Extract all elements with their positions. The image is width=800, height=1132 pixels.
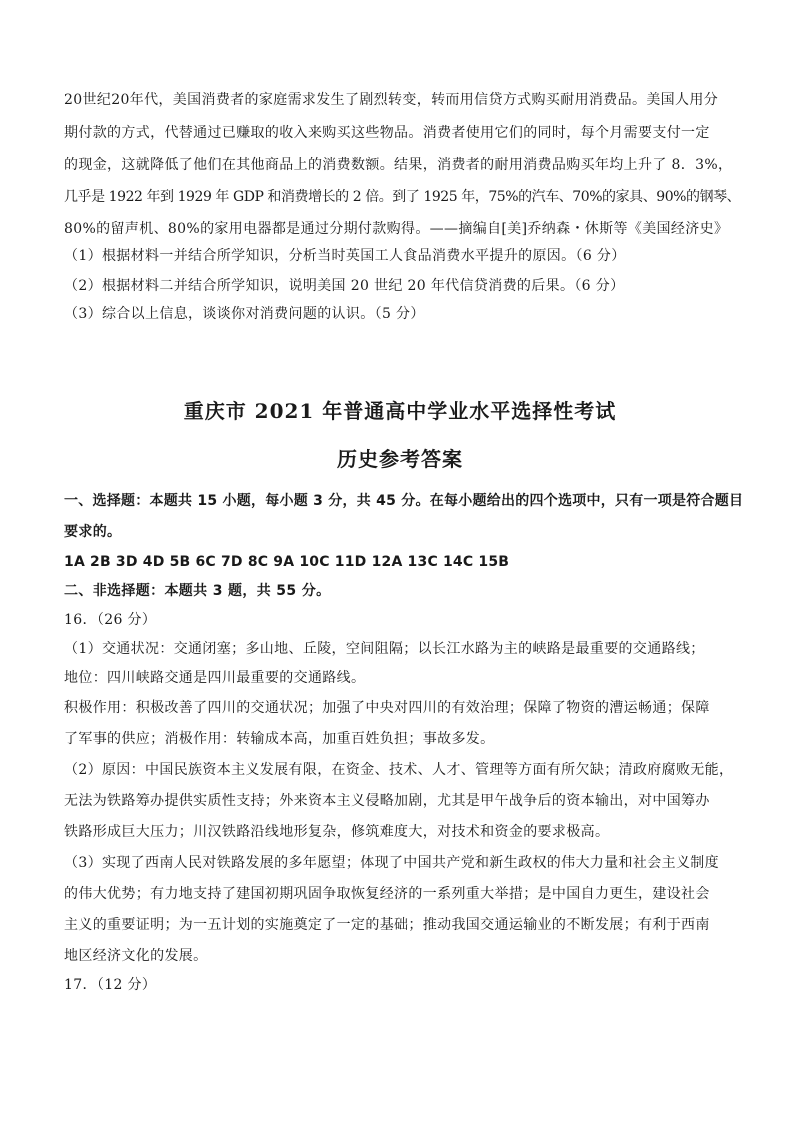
material-line: 的现金，这就降低了他们在其他商品上的消费数额。结果，消费者的耐用消费品购买年均上升了 8．3%， [64,157,733,173]
question-1: （1）根据材料一并结合所学知识，分析当时英国工人食品消费水平提升的原因。（6 分） [64,248,626,264]
question-3: （3）综合以上信息，谈谈你对消费问题的认识。（5 分） [64,306,425,322]
q16-answer-line: 地区经济文化的发展。 [64,948,208,964]
q16-answer-line: 了军事的供应；消极作用：转输成本高，加重百姓负担；事故多发。 [64,731,495,747]
section1-heading-cont: 要求的。 [64,524,122,540]
q16-answer-line: 无法为铁路筹办提供实质性支持；外来资本主义侵略加剧，尤其是甲午战争后的资本输出，对中国筹办 [64,793,710,809]
material-line: 几乎是 1922 年到 1929 年 GDP 和消费增长的 2 倍。到了 1925 年，75%的汽车、70%的家具、90%的钢琴、 [64,189,741,205]
section2-heading: 二、非选择题：本题共 3 题，共 55 分。 [64,583,331,599]
question-2: （2）根据材料二并结合所学知识，说明美国 20 世纪 20 年代信贷消费的后果。（6 分） [64,278,625,294]
q16-answer-line: （1）交通状况：交通闭塞；多山地、丘陵，空间阻隔；以长江水路为主的峡路是最重要的交通路线； [64,641,705,657]
answer-title: 重庆市 2021 年普通高中学业水平选择性考试 [183,399,617,423]
material-line: 期付款的方式，代替通过已赚取的收入来购买这些物品。消费者使用它们的同时，每个月需要支付一定 [64,125,710,141]
section1-heading: 一、选择题：本题共 15 小题，每小题 3 分，共 45 分。在每小题给出的四个选项中，只有一项是符合题目 [64,493,744,509]
q16-answer-line: （3）实现了西南人民对铁路发展的多年愿望；体现了中国共产党和新生政权的伟大力量和社会主义制度 [64,855,720,871]
q16-answer-line: （2）原因：中国民族资本主义发展有限，在资金、技术、人才、管理等方面有所欠缺；清政府腐败无能， [64,762,734,778]
q16-answer-line: 主义的重要证明；为一五计划的实施奠定了一定的基础；推动我国交通运输业的不断发展；有利于西南 [64,917,710,933]
material-line: 80%的留声机、80%的家用电器都是通过分期付款购得。——摘编自[美]乔纳森・休斯等《美国经济史》 [64,221,729,237]
choice-answers: 1A 2B 3D 4D 5B 6C 7D 8C 9A 10C 11D 12A 13C 14C 15B [64,554,510,570]
material-line: 20世纪20年代，美国消费者的家庭需求发生了剧烈转变，转而用信贷方式购买耐用消费品。美国人用分 [64,92,719,108]
q16-answer-line: 积极作用：积极改善了四川的交通状况；加强了中央对四川的有效治理；保障了物资的漕运畅通；保障 [64,700,710,716]
q16-answer-line: 地位：四川峡路交通是四川最重要的交通路线。 [64,670,366,686]
q16-header: 16．（26 分） [64,612,157,628]
q16-answer-line: 铁路形成巨大压力；川汉铁路沿线地形复杂，修筑难度大，对技术和资金的要求极高。 [64,824,610,840]
q17-header: 17．（12 分） [64,977,157,993]
q16-answer-line: 的伟大优势；有力地支持了建国初期巩固争取恢复经济的一系列重大举措；是中国自力更生，建设社会 [64,886,710,902]
answer-subtitle: 历史参考答案 [337,447,463,471]
